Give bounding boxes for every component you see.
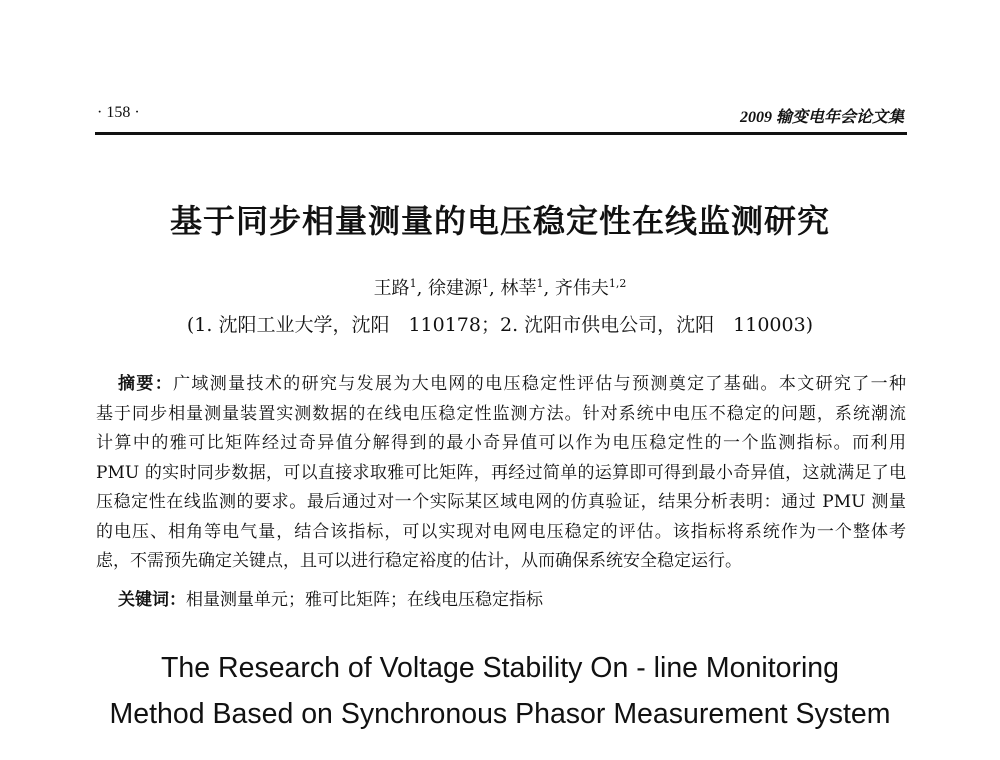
keywords-label: 关键词： [118,590,186,610]
author-affiliation-mark: 1 [482,277,490,290]
abstract-line: 摘要：广域测量技术的研究与发展为大电网的电压稳定性评估与预测奠定了基础。本文研究了一种 [118,374,906,394]
abstract-line: 基于同步相量测量装置实测数据的在线电压稳定性监测方法。针对系统中电压不稳定的问题，系统潮流 [96,403,906,424]
author-affiliation-mark: 1,2 [608,277,627,290]
affiliation: (1. 沈阳工业大学，沈阳 110178；2. 沈阳市供电公司，沈阳 110003) [186,314,814,336]
author: 林莘 [500,278,537,299]
english-title-line: The Research of Voltage Stability On - line Monitoring [160,652,840,684]
keywords [118,585,543,610]
author-list: 王路$^1$, 徐建源$^1$, 林莘$^1$, 齐伟夫$^{1,2}$ [373,277,627,299]
author: 齐伟夫 [554,278,609,299]
abstract-line: PMU 的实时同步数据，可以直接求取雅可比矩阵，再经过简单的运算即可得到最小奇异值，这就满足了电 [96,462,906,483]
english-title [0,645,1000,737]
page-number: · 158 · [97,104,140,121]
english-title-line: Method Based on Synchronous Phasor Measurement System [109,698,891,730]
abstract [96,370,906,577]
author-affiliation-mark: 1 [409,277,417,290]
abstract-line: 的电压、相角等电气量，结合该指标，可以实现对电网电压稳定的评估。该指标将系统作为一个整体考 [96,521,906,542]
author-affiliation-mark: 1 [536,277,544,290]
abstract-label: 摘要： [118,374,174,394]
paper-title: 基于同步相量测量的电压稳定性在线监测研究 [169,202,830,240]
abstract-line: 计算中的雅可比矩阵经过奇异值分解得到的最小奇异值可以作为电压稳定性的一个监测指标。而利用 [96,433,906,453]
abstract-line: 压稳定性在线监测的要求。最后通过对一个实际某区域电网的仿真验证，结果分析表明：通过 PMU 测量 [96,492,906,512]
journal-name: 2009 输变电年会论文集 [739,109,904,126]
keywords-text: 相量测量单元；雅可比矩阵；在线电压稳定指标 [186,590,543,610]
header-rule [95,132,907,135]
abstract-line: 虑，不需预先确定关键点，且可以进行稳定裕度的估计，从而确保系统安全稳定运行。 [96,551,742,571]
author: 王路 [373,278,410,299]
author: 徐建源 [428,278,483,299]
